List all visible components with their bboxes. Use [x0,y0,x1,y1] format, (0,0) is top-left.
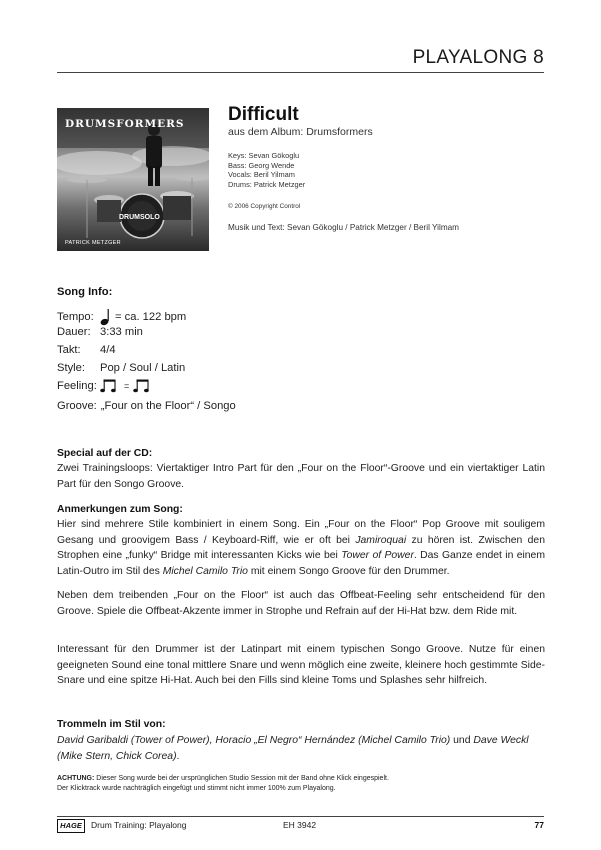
duration-row [57,326,143,338]
quarter-note-icon [100,308,112,326]
achtung-line-1: Dieser Song wurde bei der ursprünglichen Studio Session mit der Band ohne Klick eingespielt. [94,775,389,782]
page-header-title: PLAYALONG 8 [412,47,544,68]
meter-value: 4/4 [100,344,116,356]
album-cover-band-name: DRUMSFORMERS [65,118,185,130]
publisher-logo: HAGE [57,819,85,833]
page-number: 77 [534,820,544,830]
credit-vocals: Vocals: Beril Yilmam [228,170,295,180]
drummers-period: . [176,750,180,762]
footer-catalog-number: EH 3942 [283,820,317,830]
drummers-list-a: David Garibaldi (Tower of Power), Horacio „El Negro“ Hernández (Michel Camilo Trio) [57,735,451,746]
drummers-list-b: Dave Weckl (Mike Stern, Chick Corea) [57,735,529,762]
eighth-notes-swing-icon [133,378,153,394]
tempo-value: = ca. 122 bpm [115,311,187,323]
achtung-label: ACHTUNG: [57,775,95,782]
notes-p1-artist-jamiroquai: Jamiroquai [355,534,407,546]
notes-paragraph-2: Neben dem treibenden „Four on the Floor“ ist auch das Offbeat-Feeling sehr entscheidend für den Groove. Spiele die Offbeat-Akzente immer in Strophe und Refrain auf der Hi-Hat bzw. dem Ride mit. [57,590,545,617]
eighth-notes-straight-icon [100,378,120,394]
notes-p1-text-g: mit einem Songo Groove für den Drummer. [247,565,450,577]
credit-drums: Drums: Patrick Metzger [228,179,306,189]
drummers-text [57,733,545,764]
notes-heading: Anmerkungen zum Song: [57,504,183,515]
meter-row [57,344,116,356]
feeling-equals: = [124,381,130,391]
footer-divider [57,816,544,817]
style-label: Style: [57,362,85,374]
tempo-row [57,308,186,326]
notes-p1-artist-michel-camilo: Michel Camilo Trio [162,565,248,577]
groove-label: Groove: [57,400,97,412]
album-cover-kit-brand: DRUMSOLO [119,214,160,221]
achtung-line-2: Der Klicktrack wurde nachträglich eingefügt und stimmt nicht immer 100% zum Playalong. [57,785,336,792]
meter-label: Takt: [57,344,81,356]
album-name: aus dem Album: Drumsformers [228,126,373,138]
notes-p1-text-a: Hier sind mehrere Stile kombiniert in einem Song. Ein „Four on the Floor“ Pop Groove mit souligem Gesang und groovigem Bass / Keyboard-Riff, wie er oft bei [57,519,545,546]
groove-row [57,400,236,412]
credit-keys: Keys: Sevan Gökoglu [228,151,300,160]
groove-value: „Four on the Floor“ / Songo [100,400,236,412]
album-cover-image [57,108,209,251]
copyright-notice: © 2006 Copyright Control [228,203,301,210]
special-text: Zwei Trainingsloops: Viertaktiger Intro Part für den „Four on the Floor“-Groove und ein viertaktiger Latin Part für den Songo Groove. [57,463,545,490]
drummers-heading: Trommeln im Stil von: [57,719,166,730]
musician-credits [228,151,305,189]
special-heading: Special auf der CD: [57,448,153,459]
notes-p1-artist-tower-of-power: Tower of Power [341,550,414,562]
header-divider [57,72,544,73]
duration-value: 3:33 min [100,326,143,338]
achtung-note [57,774,545,794]
style-row [57,362,185,374]
duration-label: Dauer: [57,326,91,338]
notes-p1-text-e: . Das Ganze endet in einem Latin-Outro im Stil des [57,550,545,577]
notes-p1-text-c: zu hören ist. Zwischen den Strophen eine „funky“ Bridge mit interessanten Kicks wie bei [57,534,545,562]
songwriter-credits: Musik und Text: Sevan Gökoglu / Patrick Metzger / Beril Yilmam [228,223,460,232]
song-info-heading: Song Info: [57,286,113,298]
footer-book-title: Drum Training: Playalong [91,820,187,830]
credit-bass: Bass: Georg Wende [228,160,295,170]
drummers-connector: und [450,735,474,746]
notes-paragraph-3: Interessant für den Drummer ist der Latinpart mit einem typischen Songo Groove. Nutze für einen geeigneten Sound eine tonal mittlere Snare und wenn möglich eine zweite, kleinere hoch gestimmte Side-Snare und eine spitze Hi-Hat. Auch bei den Fills sind kleine Toms und Splashes sehr hilfreich. [57,644,545,687]
album-cover-credit: PATRICK METZGER [65,240,121,246]
tempo-label: Tempo: [57,311,94,323]
style-value: Pop / Soul / Latin [100,362,186,374]
feeling-row [57,378,153,394]
song-title: Difficult [228,104,299,125]
feeling-label: Feeling: [57,380,97,392]
notes-paragraph-1 [57,517,545,579]
